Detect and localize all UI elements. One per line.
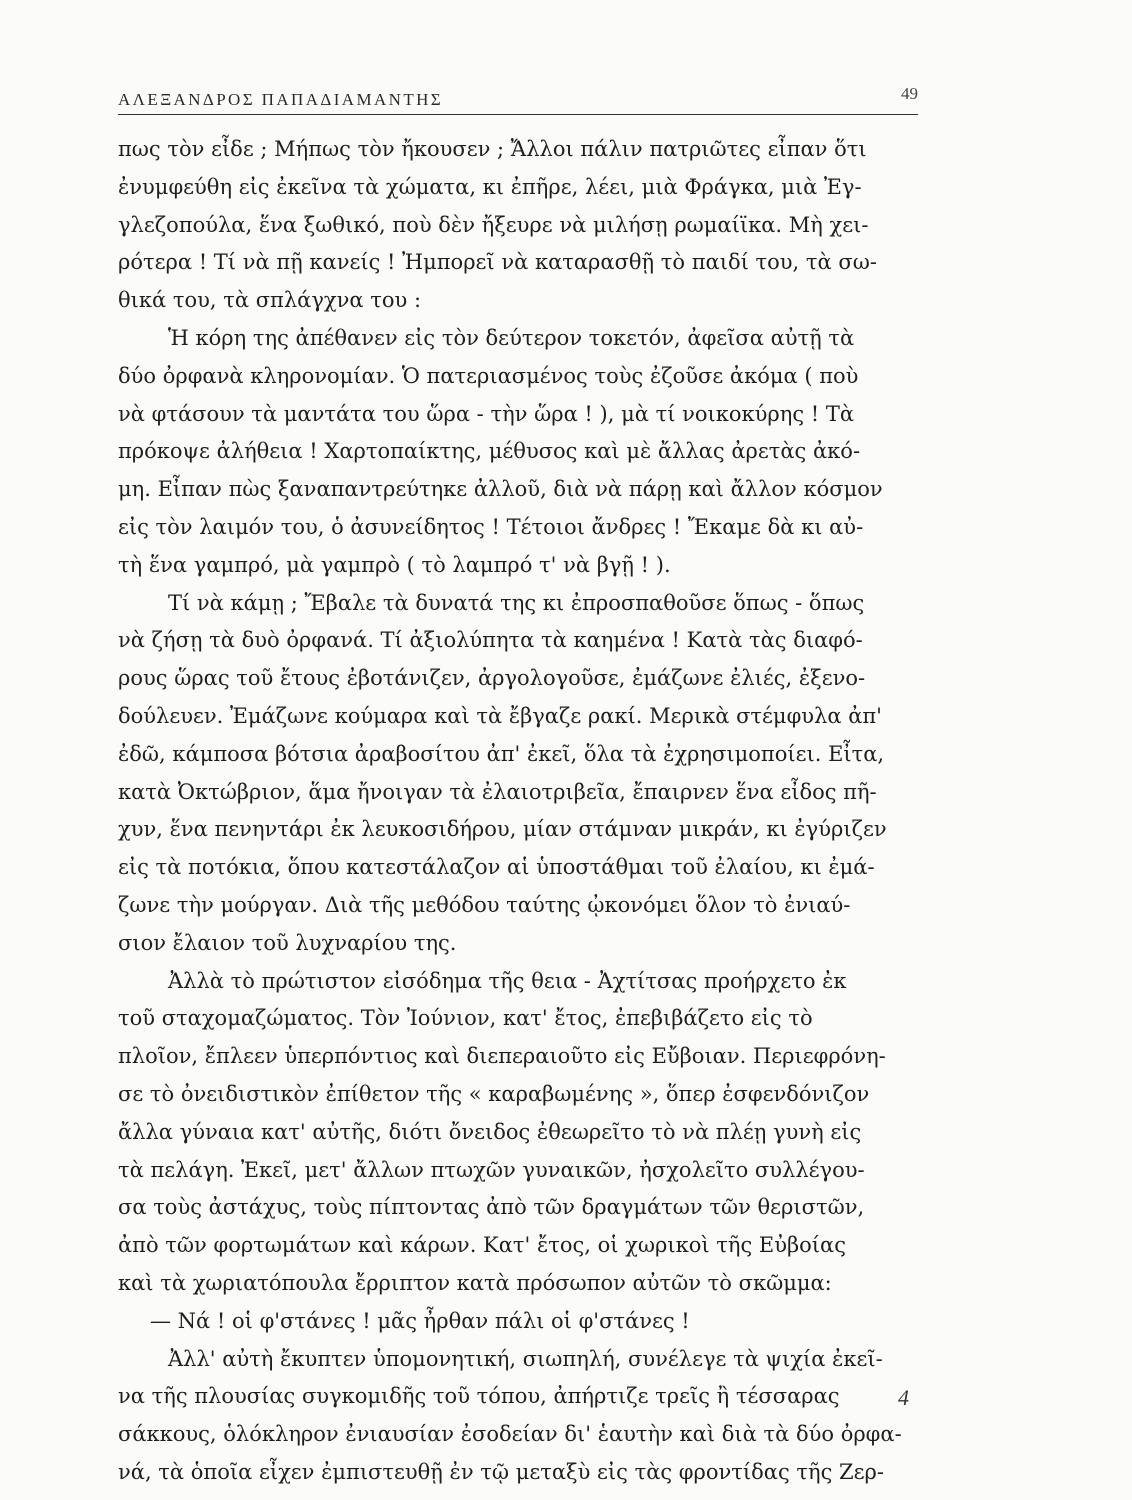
text-line: Ἡ κόρη της ἀπέθανεν εἰς τὸν δεύτερον τοκετόν, ἀφεῖσα αὐτῇ τὰ <box>168 325 855 350</box>
text-line: πλοῖον, ἔπλεεν ὑπερπόντιος καὶ διεπεραιοῦτο εἰς Εὔβοιαν. Περιεφρόνη- <box>118 1044 886 1069</box>
text-line: Ἀλλὰ τὸ πρώτιστον εἰσόδημα τῆς θεια - Ἀχτίτσας προήρχετο ἐκ <box>168 968 847 993</box>
text-line: καὶ τὰ χωριατόπουλα ἔρριπτον κατὰ πρόσωπον αὐτῶν τὸ σκῶμμα: <box>118 1270 832 1295</box>
text-line: Ἀλλ' αὐτὴ ἔκυπτεν ὑπομονητική, σιωπηλή, συνέλεγε τὰ ψιχία ἐκεῖ- <box>168 1346 883 1371</box>
text-line: ρους ὥρας τοῦ ἔτους ἐβοτάνιζεν, ἀργολογοῦσε, ἐμάζωνε ἐλιές, ἐξενο- <box>118 666 866 691</box>
text-line: ἄλλα γύναια κατ' αὐτῆς, διότι ὄνειδος ἐθεωρεῖτο τὸ νὰ πλέῃ γυνὴ εἰς <box>118 1119 862 1144</box>
text-line: ἐδῶ, κάμποσα βότσια ἀραβοσίτου ἀπ' ἐκεῖ, ὅλα τὰ ἐχρησιμοποίει. Εἶτα, <box>118 741 885 766</box>
text-line: θικά του, τὰ σπλάγχνα του : <box>118 288 422 313</box>
running-head <box>118 84 918 115</box>
text-line: ρότερα ! Τί νὰ πῇ κανείς ! Ἠμπορεῖ νὰ καταρασθῇ τὸ παιδί του, τὰ σω- <box>118 250 877 275</box>
body-text <box>118 131 928 1492</box>
signature-mark: 4 <box>898 1385 909 1410</box>
text-line: δύο ὀρφανὰ κληρονομίαν. Ὁ πατεριασμένος τοὺς ἐζοῦσε ἀκόμα ( ποὺ <box>118 363 859 388</box>
text-line: δούλευεν. Ἐμάζωνε κούμαρα καὶ τὰ ἔβγαζε ρακί. Μερικὰ στέμφυλα ἀπ' <box>118 703 882 728</box>
text-line: σε τὸ ὀνειδιστικὸν ἐπίθετον τῆς « καραβωμένης », ὅπερ ἐσφενδόνιζον <box>118 1081 870 1106</box>
text-line: γλεζοπούλα, ἕνα ξωθικό, ποὺ δὲν ἤξευρε νὰ μιλήσῃ ρωμαίϊκα. Μὴ χει- <box>118 212 869 237</box>
text-line: ζωνε τὴν μούργαν. Διὰ τῆς μεθόδου ταύτης ᾠκονόμει ὅλον τὸ ἐνιαύ- <box>118 892 851 917</box>
text-line: κατὰ Ὀκτώβριον, ἅμα ἤνοιγαν τὰ ἐλαιοτριβεῖα, ἔπαιρνεν ἕνα εἶδος πῆ- <box>118 779 877 804</box>
text-line: ἐνυμφεύθη εἰς ἐκεῖνα τὰ χώματα, κι ἐπῆρε, λέει, μιὰ Φράγκα, μιὰ Ἐγ- <box>118 174 862 199</box>
text-line: Τί νὰ κάμῃ ; Ἔβαλε τὰ δυνατά της κι ἐπροσπαθοῦσε ὅπως - ὅπως <box>168 590 865 615</box>
page-number: 49 <box>901 84 918 103</box>
text-line: πως τὸν εἶδε ; Μήπως τὸν ἤκουσεν ; Ἄλλοι πάλιν πατριῶτες εἶπαν ὅτι <box>118 137 867 161</box>
text-line: να τῆς πλουσίας συγκομιδῆς τοῦ τόπου, ἀπήρτιζε τρεῖς ἢ τέσσαρας <box>118 1384 840 1409</box>
text-line: σάκκους, ὁλόκληρον ἐνιαυσίαν ἐσοδείαν δι' ἑαυτὴν καὶ διὰ τὰ δύο ὀρφα- <box>118 1422 902 1447</box>
text-line: σιον ἔλαιον τοῦ λυχναρίου της. <box>118 930 457 955</box>
text-line: τὰ πελάγη. Ἐκεῖ, μετ' ἄλλων πτωχῶν γυναικῶν, ἠσχολεῖτο συλλέγου- <box>118 1157 865 1182</box>
text-line: τὴ ἕνα γαμπρό, μὰ γαμπρὸ ( τὸ λαμπρό τ' νὰ βγῇ ! ). <box>118 552 671 577</box>
text-line: — Νά ! οἱ φ'στάνες ! μᾶς ἦρθαν πάλι οἱ φ'στάνες ! <box>150 1308 690 1333</box>
text-line: εἰς τὸν λαιμόν του, ὁ ἀσυνείδητος ! Τέτοιοι ἄνδρες ! Ἔκαμε δὰ κι αὐ- <box>118 514 864 539</box>
author-name: ΑΛΕΞΑΝΔΡΟΣ ΠΑΠΑΔΙΑΜΑΝΤΗΣ <box>118 90 444 109</box>
text-line: νά, τὰ ὁποῖα εἶχεν ἐμπιστευθῇ ἐν τῷ μεταξὺ εἰς τὰς φροντίδας τῆς Ζερ- <box>118 1459 884 1484</box>
text-line: πρόκοψε ἀλήθεια ! Χαρτοπαίκτης, μέθυσος καὶ μὲ ἄλλας ἀρετὰς ἀκό- <box>118 439 861 464</box>
text-line: νὰ ζήσῃ τὰ δυὸ ὀρφανά. Τί ἀξιολύπητα τὰ καημένα ! Κατὰ τὰς διαφό- <box>118 628 863 653</box>
text-line: ἀπὸ τῶν φορτωμάτων καὶ κάρων. Κατ' ἔτος, οἱ χωρικοὶ τῆς Εὐβοίας <box>118 1233 846 1258</box>
text-line: χυν, ἕνα πενηντάρι ἐκ λευκοσιδήρου, μίαν στάμναν μικράν, κι ἐγύριζεν <box>118 817 887 842</box>
text-line: τοῦ σταχομαζώματος. Τὸν Ἰούνιον, κατ' ἔτος, ἐπεβιβάζετο εἰς τὸ <box>118 1006 813 1031</box>
text-line: σα τοὺς ἀστάχυς, τοὺς πίπτοντας ἀπὸ τῶν δραγμάτων τῶν θεριστῶν, <box>118 1195 865 1220</box>
text-line: εἰς τὰ ποτόκια, ὅπου κατεστάλαζον αἱ ὑποστάθμαι τοῦ ἐλαίου, κι ἐμά- <box>118 855 875 880</box>
text-line: νὰ φτάσουν τὰ μαντάτα του ὥρα - τὴν ὥρα ! ), μὰ τί νοικοκύρης ! Τὰ <box>118 401 855 426</box>
text-line: μη. Εἶπαν πὼς ξαναπαντρεύτηκε ἀλλοῦ, διὰ νὰ πάρῃ καὶ ἄλλον κόσμον <box>118 477 883 502</box>
